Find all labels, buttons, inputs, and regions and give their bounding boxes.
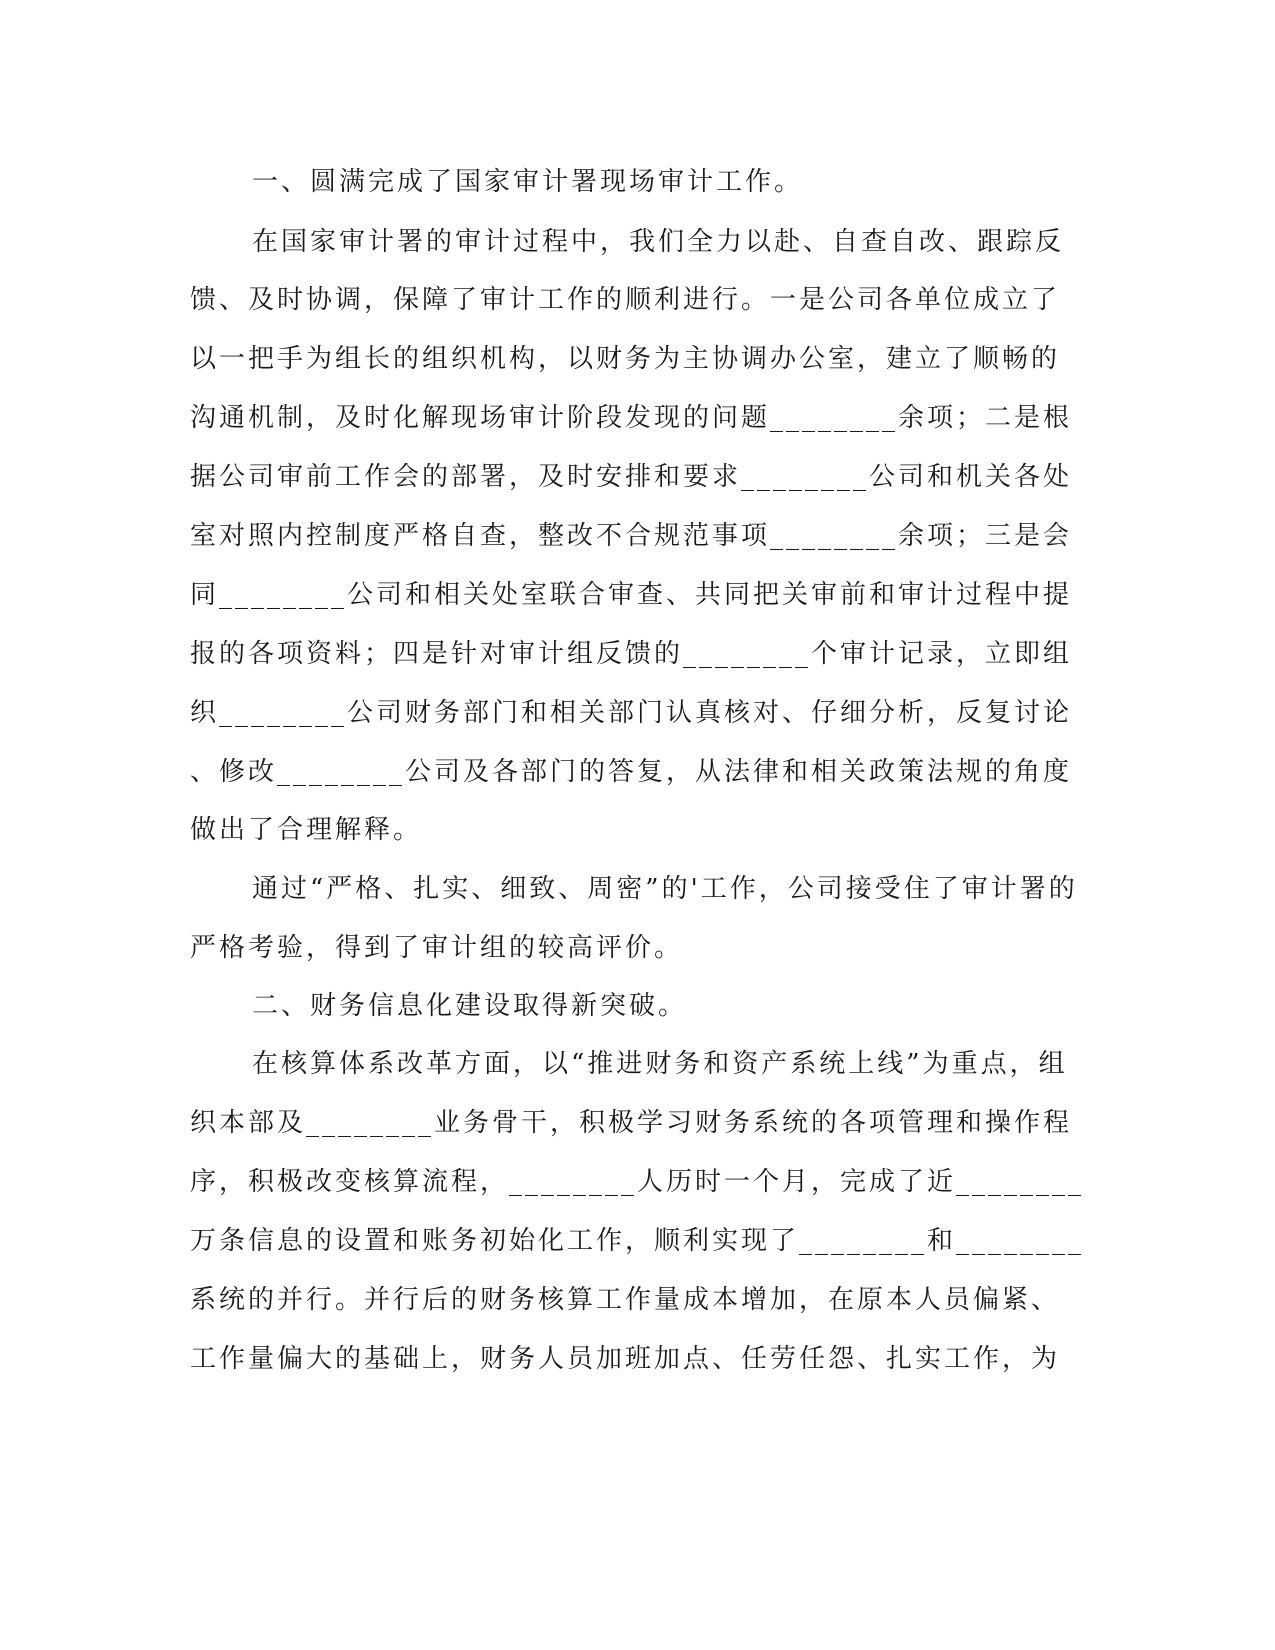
heading-section-two: 二、财务信息化建设取得新突破。 [252,991,688,1021]
paragraph-line: 通过“严格、扎实、细致、周密”的'工作，公司接受住了审计署的 [252,874,1078,904]
paragraph-line: 系统的并行。并行后的财务核算工作量成本增加，在原本人员偏紧、 [190,1285,1061,1315]
paragraph-line: 工作量偏大的基础上，财务人员加班加点、任劳任怨、扎实工作，为 [190,1344,1061,1374]
paragraph-line: 、修改________公司及各部门的答复，从法律和相关政策法规的角度 [190,757,1073,787]
paragraph-line: 织本部及________业务骨干，积极学习财务系统的各项管理和操作程 [190,1108,1073,1138]
paragraph-line: 织________公司财务部门和相关部门认真核对、仔细分析，反复讨论 [190,698,1073,728]
paragraph-line: 严格考验，得到了审计组的较高评价。 [190,933,684,963]
paragraph-line: 在核算体系改革方面，以“推进财务和资产系统上线”为重点，组 [252,1049,1068,1079]
paragraph-line: 同________公司和相关处室联合审查、共同把关审前和审计过程中提 [190,580,1073,610]
paragraph-line: 沟通机制，及时化解现场审计阶段发现的问题________余项；二是根 [190,403,1073,433]
paragraph-line: 做出了合理解释。 [190,815,423,845]
paragraph-line: 据公司审前工作会的部署，及时安排和要求________公司和机关各处 [190,462,1073,492]
paragraph-line: 馈、及时协调，保障了审计工作的顺利进行。一是公司各单位成立了 [190,285,1061,315]
paragraph-line: 在国家审计署的审计过程中，我们全力以赴、自查自改、跟踪反 [252,227,1065,257]
paragraph-line: 以一把手为组长的组织机构，以财务为主协调办公室，建立了顺畅的 [190,344,1061,374]
paragraph-line: 报的各项资料；四是针对审计组反馈的________个审计记录，立即组 [190,639,1073,669]
paragraph-line: 万条信息的设置和账务初始化工作，顺利实现了________和________ [190,1226,1085,1256]
heading-section-one: 一、圆满完成了国家审计署现场审计工作。 [252,167,804,197]
paragraph-line: 室对照内控制度严格自查，整改不合规范事项________余项；三是会 [190,521,1073,551]
paragraph-line: 序，积极改变核算流程，________人历时一个月，完成了近________ [190,1167,1085,1197]
